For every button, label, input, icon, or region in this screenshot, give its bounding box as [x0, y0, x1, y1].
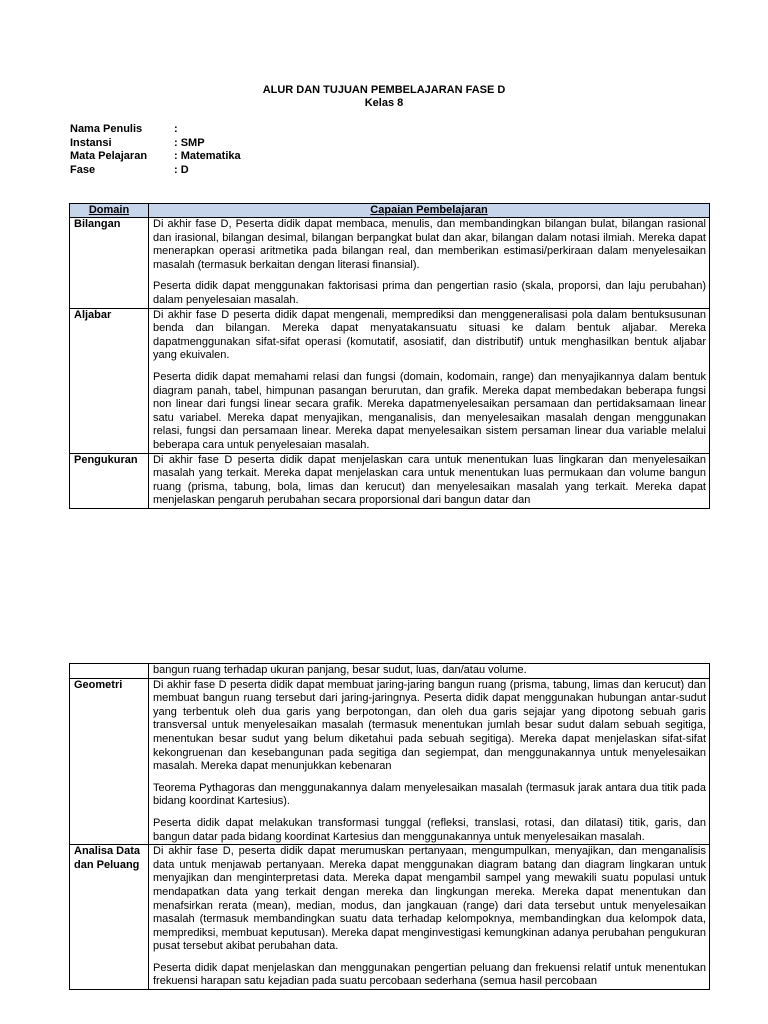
- capaian-table-page2: [69, 663, 710, 990]
- domain-cell: Geometri: [70, 678, 149, 845]
- meta-row-mapel: [70, 150, 241, 164]
- table-row: [70, 845, 710, 990]
- domain-cell: Bilangan: [70, 218, 149, 309]
- meta-value: :: [174, 123, 178, 135]
- meta-row-fase: [70, 164, 241, 178]
- domain-cell: Pengukuran: [70, 453, 149, 508]
- table-header-row: [70, 204, 710, 218]
- capaian-paragraph: Teorema Pythagoras dan menggunakannya dalam menyelesaikan masalah (termasuk jarak antara dua titik pada bidang koordinat Kartesius).: [153, 781, 706, 808]
- domain-cell-empty: [70, 664, 149, 679]
- capaian-cell: [149, 218, 710, 309]
- table-row: [70, 678, 710, 845]
- capaian-paragraph: Di akhir fase D, peserta didik dapat merumuskan pertanyaan, mengumpulkan, menyajikan, dan menganalisis data untuk menjawab pertanyaan. Mereka dapat menggunakan diagram batang dan diagram lingkaran untuk menyajikan dan menginterpretasi data. Mereka dapat mengambil sampel yang mewakili suatu populasi untuk mendapatkan data yang terkait dengan mereka dan lingkungan mereka. Mereka dapat menentukan dan menafsirkan rerata (mean), median, modus, dan jangkauan (range) dari data tersebut untuk menyelesaikan masalah (termasuk membandingkan suatu data terhadap kelompoknya, membandingkan dua kelompok data, memprediksi, membuat keputusan). Mereka dapat menginvestigasi kemungkinan adanya perubahan pengukuran pusat tersebut akibat perubahan data.: [153, 845, 706, 953]
- identity-block: [70, 123, 241, 177]
- title-line: ALUR DAN TUJUAN PEMBELAJARAN FASE D: [262, 84, 506, 96]
- capaian-table-page1: [69, 203, 710, 509]
- table-row: [70, 218, 710, 309]
- capaian-paragraph: Peserta didik dapat menjelaskan dan menggunakan pengertian peluang dan frekuensi relatif untuk menentukan frekuensi harapan satu kejadian pada suatu percobaan sederhana (semua hasil percobaan: [153, 961, 706, 988]
- capaian-paragraph: Di akhir fase D, Peserta didik dapat membaca, menulis, dan membandingkan bilangan bulat, bilangan rasional dan irasional, bilangan desimal, bilangan berpangkat bulat dan akar, bilangan dalam notasi ilmiah. Mereka dapat menerapkan operasi aritmetika pada bilangan real, dan memberikan estimasi/perkiraan dalam menyelesaikan masalah (termasuk berkaitan dengan literasi finansial).: [153, 218, 706, 271]
- domain-cell: Analisa Data dan Peluang: [70, 845, 149, 990]
- capaian-paragraph: Peserta didik dapat menggunakan faktorisasi prima dan pengertian rasio (skala, proporsi, dan laju perubahan) dalam penyelesaian masalah.: [153, 280, 706, 306]
- capaian-paragraph: Di akhir fase D peserta didik dapat menjelaskan cara untuk menentukan luas lingkaran dan menyelesaikan masalah yang terkait. Mereka dapat menjelaskan cara untuk menentukan luas permukaan dan volume bangun ruang (prisma, tabung, bola, limas dan kerucut) dan menyelesaikan masalah yang terkait. Mereka dapat menjelaskan pengaruh perubahan secara proporsional dari bangun datar dan: [153, 453, 706, 507]
- domain-cell: Aljabar: [70, 308, 149, 453]
- capaian-cell: [149, 845, 710, 990]
- capaian-paragraph: Peserta didik dapat memahami relasi dan fungsi (domain, kodomain, range) dan menyajikannya dalam bentuk diagram panah, tabel, himpunan pasangan berurutan, dan grafik. Mereka dapat membedakan beberapa fungsi non linear dari fungsi linear secara grafik. Mereka dapatmenyelesaikan persamaan dan pertidaksamaan linear satu variabel. Mereka dapat menyajikan, menganalisis, dan menyelesaikan masalah dengan menggunakan relasi, fungsi dan persamaan linear. Mereka dapat menyelesaikan sistem persaman linear dua variable melalui beberapa cara untuk penyelesaian masalah.: [153, 370, 706, 451]
- meta-key: Mata Pelajaran: [70, 150, 148, 162]
- subtitle-line: Kelas 8: [364, 97, 404, 109]
- meta-key: Fase: [70, 163, 96, 176]
- meta-value: : Matematika: [174, 150, 241, 162]
- meta-key: Nama Penulis: [70, 123, 143, 135]
- meta-row-instansi: [70, 137, 241, 151]
- meta-value: : D: [174, 163, 189, 176]
- meta-value: : SMP: [174, 136, 205, 149]
- capaian-paragraph: Di akhir fase D peserta didik dapat membuat jaring-jaring bangun ruang (prisma, tabung, limas dan kerucut) dan membuat bangun ruang tersebut dari jaring-jaringnya. Peserta didik dapat menggunakan hubungan antar-sudut yang terbentuk oleh dua garis yang berpotongan, dan oleh dua garis sejajar yang dipotong sebuah garis transversal untuk menyelesaikan masalah (termasuk menentukan jumlah besar sudut dalam sebuah segitiga, menentukan besar sudut yang belum diketahui pada sebuah segitiga). Mereka dapat menjelaskan sifat-sifat kekongruenan dan kesebangunan pada segitiga dan segiempat, dan menggunakannya untuk menyelesaikan masalah. Mereka dapat menunjukkan kebenaran: [153, 678, 706, 773]
- capaian-cell: [149, 678, 710, 845]
- meta-row-penulis: [70, 123, 241, 137]
- meta-key: Instansi: [70, 136, 112, 149]
- capaian-paragraph: Peserta didik dapat melakukan transformasi tunggal (refleksi, translasi, rotasi, dan dilatasi) titik, garis, dan bangun datar pada bidang koordinat Kartesius dan menggunakannya untuk menyelesaikan masalah.: [153, 816, 706, 843]
- column-header-domain: Domain: [70, 204, 149, 218]
- document-title: [0, 84, 768, 110]
- capaian-cell: [149, 453, 710, 508]
- page2-viewport: [0, 663, 768, 1024]
- capaian-cell: [149, 308, 710, 453]
- table-row: [70, 453, 710, 508]
- column-header-capaian: Capaian Pembelajaran: [149, 204, 710, 218]
- capaian-paragraph: Di akhir fase D peserta didik dapat mengenali, memprediksi dan menggeneralisasi pola dalam bentuksusunan benda dan bilangan. Mereka dapat menyatakansuatu situasi ke dalam bentuk aljabar. Mereka dapatmenggunakan sifat-sifat operasi (komutatif, asosiatif, dan distributif) untuk menghasilkan bentuk aljabar yang ekuivalen.: [153, 308, 706, 362]
- capaian-paragraph: bangun ruang terhadap ukuran panjang, besar sudut, luas, dan/atau volume.: [153, 664, 527, 676]
- capaian-cell: [149, 664, 710, 679]
- table-row: [70, 664, 710, 679]
- table-row: [70, 308, 710, 453]
